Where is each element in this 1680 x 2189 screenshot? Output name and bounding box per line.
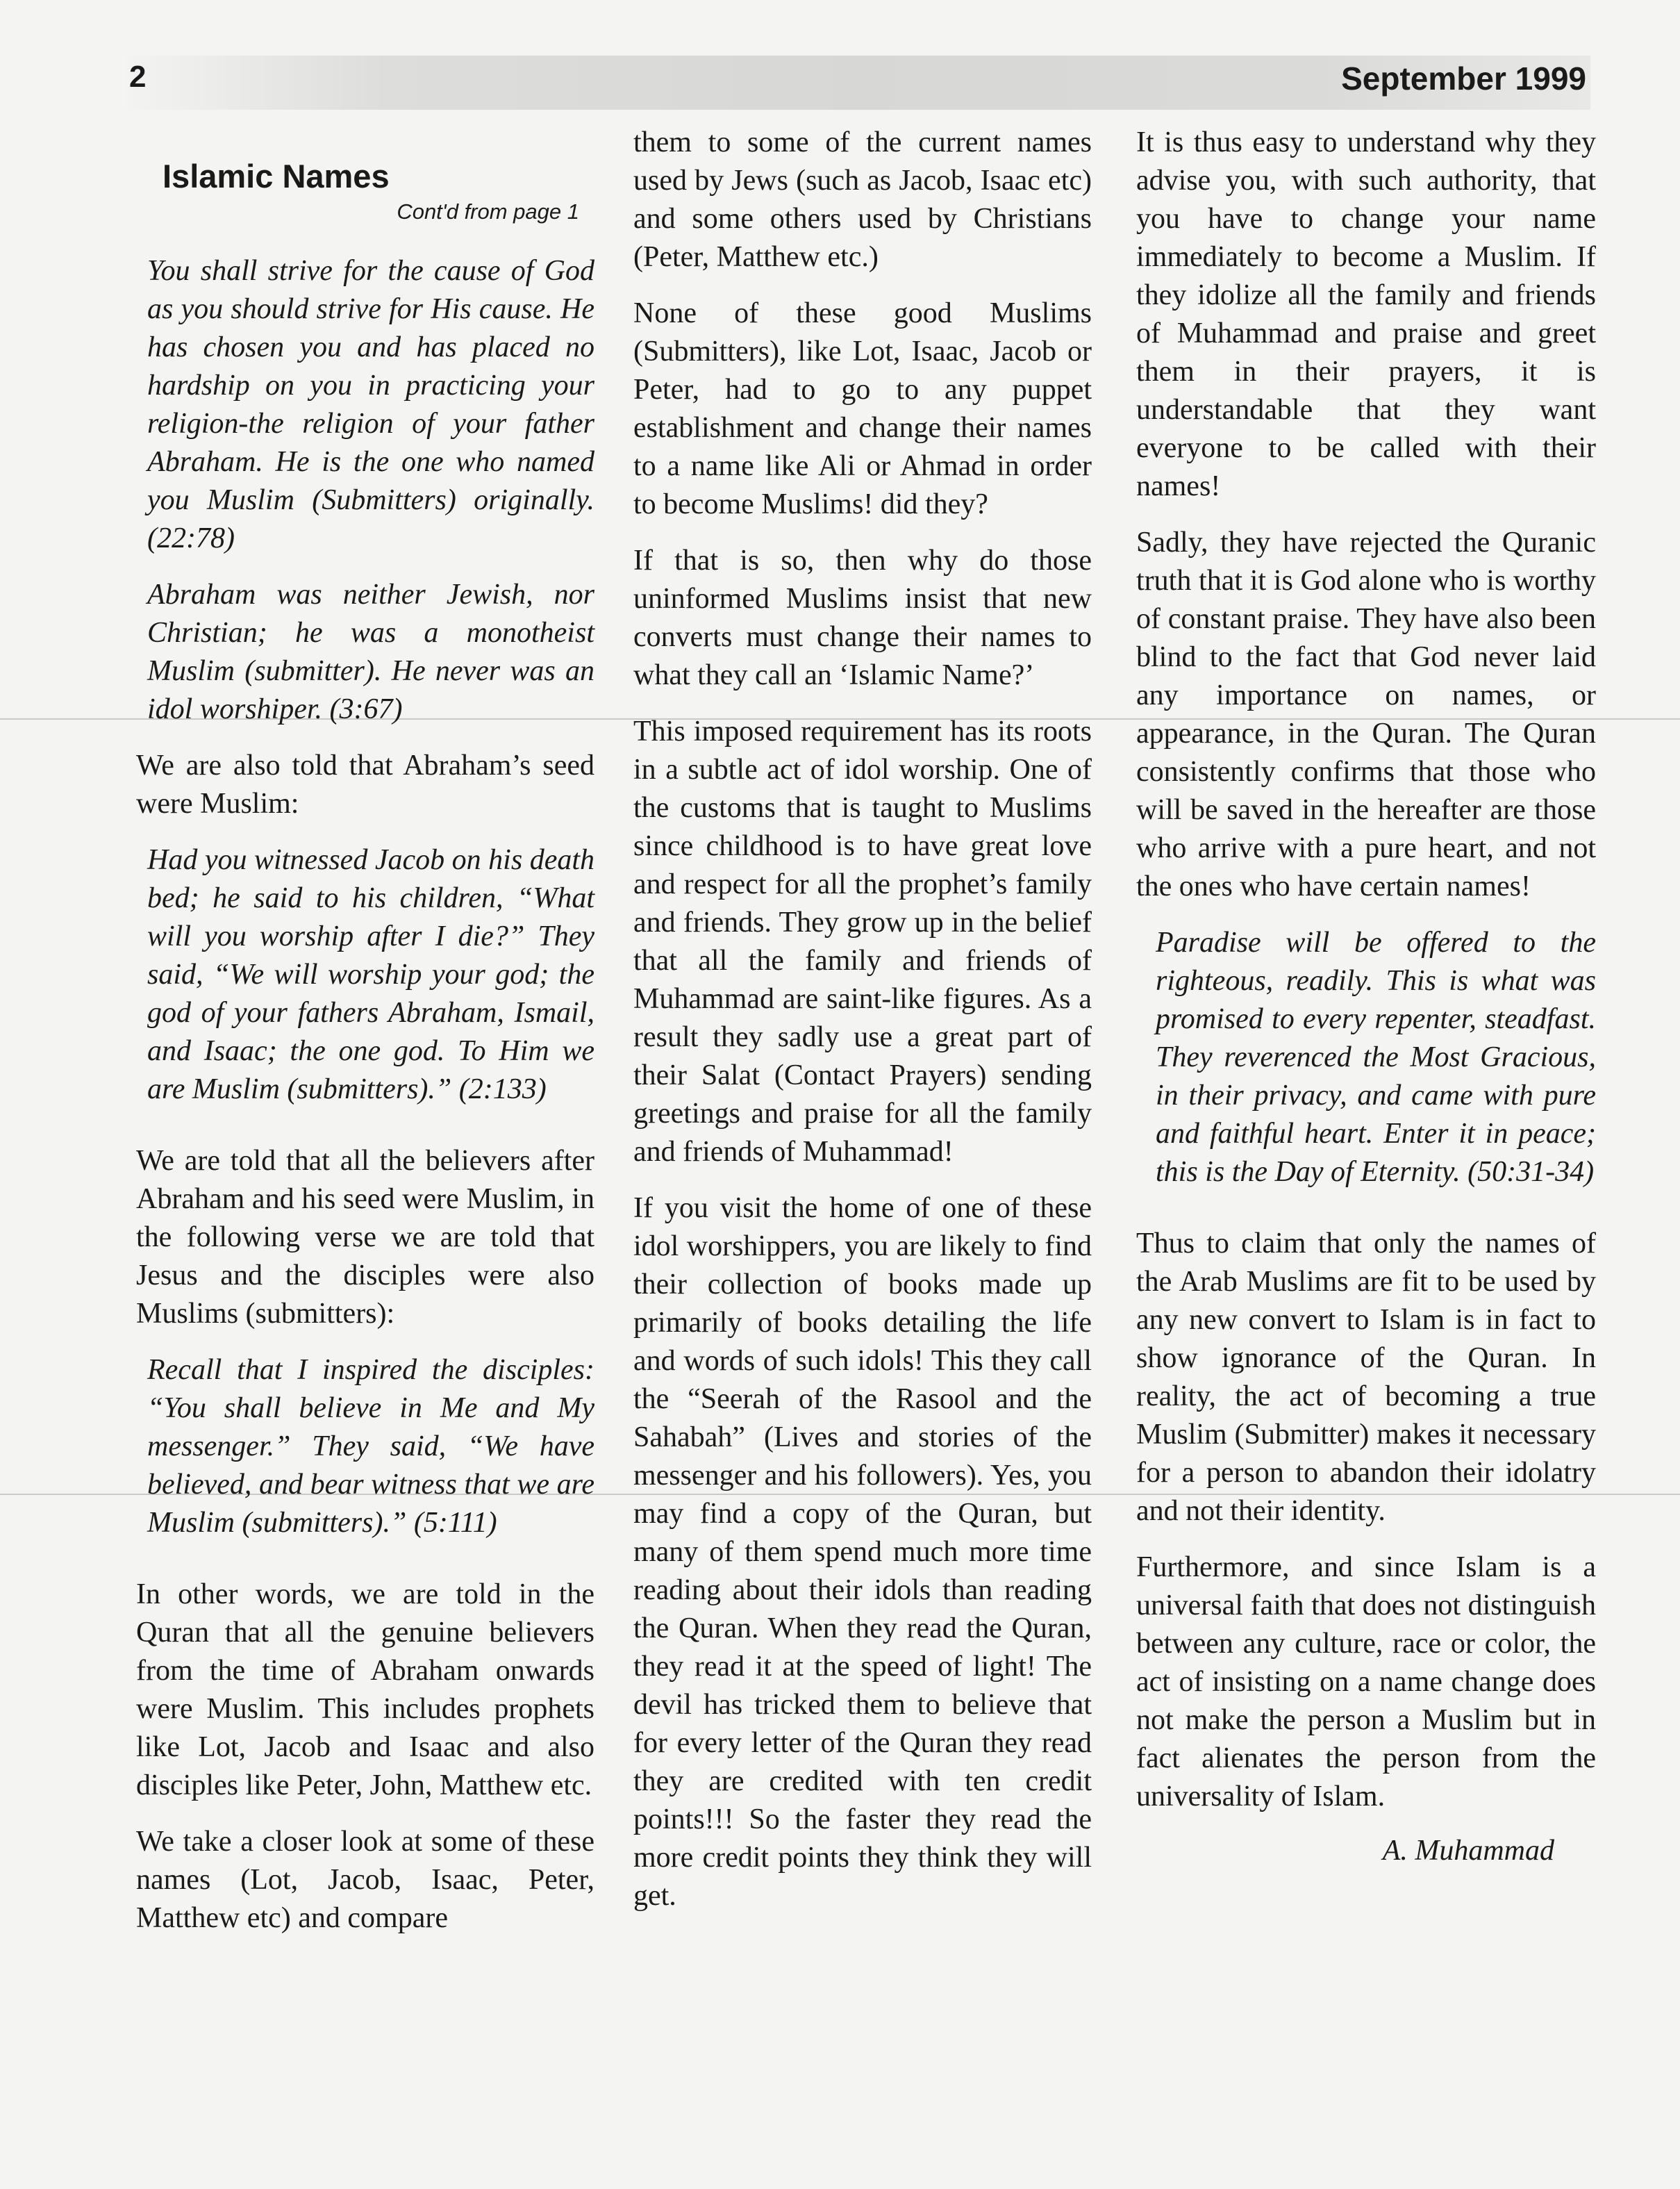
paragraph: This imposed requirement has its roots in a subtle act of idol worship. One of the customs that is taught to Muslims since childhood is to have great love and respect for all the prophet’s family and friends. They grow up in the belief that all the family and friends of Muhammad are saint-like figures. As a result they sadly use a great part of their Salat (Contact Prayers) sending greetings and praise for all the family and friends of Muhammad!	[633, 716, 1092, 1168]
paragraph: If you visit the home of one of these idol worshippers, you are likely to find their collection of books made up primarily of books detailing the life and words of such idols! This they call the “Seerah of the Rasool and the Sahabah” (Lives and stories of the messenger and his followers). Yes, you may find a copy of the Quran, but many of them spend much more time reading about their idols than reading the Quran. When they read the Quran, they read it at the speed of light! The devil has tricked them to believe that for every letter of the Quran they read they are credited with ten credit points!!! So the faster they read the more credit points they think they will get.	[633, 1192, 1092, 1912]
continued-note: Cont'd from page 1	[397, 199, 579, 224]
paragraph: them to some of the current names used by Jews (such as Jacob, Isaac etc) and some others used by Christians (Peter, Matthew etc.)	[633, 126, 1092, 273]
quote-22-78: You shall strive for the cause of God as you should strive for His cause. He has chosen you and has placed no hardship on you in practicing your religion-the religion of your father Abraham. He is the one who named you Muslim (Submitters) originally. (22:78)	[147, 255, 594, 554]
paragraph: If that is so, then why do those uninformed Muslims insist that new converts must change their names to what they call an ‘Islamic Name?’	[633, 545, 1092, 691]
column-2	[633, 124, 1092, 1933]
paragraph: None of these good Muslims (Submitters), like Lot, Isaac, Jacob or Peter, had to go to any puppet establishment and change their names to a name like Ali or Ahmad in order to become Muslims! did they?	[633, 297, 1092, 520]
quote-50-31-34: Paradise will be offered to the righteous, readily. This is what was promised to every repenter, steadfast. They reverenced the Most Gracious, in their privacy, and came with pure and faithful heart. Enter it in peace; this is the Day of Eternity. (50:31-34)	[1156, 927, 1596, 1188]
article-title: Islamic Names	[163, 158, 390, 195]
paragraph: Thus to claim that only the names of the Arab Muslims are fit to be used by any new convert to Islam is in fact to show ignorance of the Quran. In reality, the act of becoming a true Muslim (Submitter) makes it necessary for a person to abandon their idolatry and not their identity.	[1136, 1228, 1596, 1527]
article-author: A. Muhammad	[1382, 1835, 1554, 1867]
paragraph: In other words, we are told in the Quran that all the genuine believers from the time of Abraham onwards were Muslim. This includes prophets like Lot, Jacob and Isaac and also disciples like Peter, John, Matthew etc.	[136, 1578, 594, 1801]
quote-2-133: Had you witnessed Jacob on his death bed; he said to his children, “What will you worship after I die?” They said, “We will worship your god; the god of your fathers Abraham, Ismail, and Isaac; the one god. To Him we are Muslim (submitters).” (2:133)	[147, 844, 594, 1105]
paragraph: It is thus easy to understand why they advise you, with such authority, that you have to change your name immediately to become a Muslim. If they idolize all the family and friends of Muhammad and praise and greet them in their prayers, it is understandable that they want everyone to be called with their names!	[1136, 126, 1596, 502]
quote-5-111: Recall that I inspired the disciples: “You shall believe in Me and My messenger.” They said, “We have believed, and bear witness that we are Muslim (submitters).” (5:111)	[147, 1354, 594, 1539]
paragraph: Furthermore, and since Islam is a universal faith that does not distinguish between any culture, race or color, the act of insisting on a name change does not make the person a Muslim but in fact alienates the person from the universality of Islam.	[1136, 1551, 1596, 1812]
column-3	[1136, 124, 1596, 1867]
paragraph: Sadly, they have rejected the Quranic truth that it is God alone who is worthy of constant praise. They have also been blind to the fact that God never laid any importance on names, or appearance, in the Quran. The Quran consistently confirms that those who will be saved in the hereafter are those who arrive with a pure heart, and not the ones who have certain names!	[1136, 527, 1596, 902]
column-1	[136, 124, 594, 1956]
quote-3-67: Abraham was neither Jewish, nor Christian; he was a monotheist Muslim (submitter). He never was an idol worshiper. (3:67)	[147, 579, 594, 725]
paragraph: We take a closer look at some of these names (Lot, Jacob, Isaac, Peter, Matthew etc) and compare	[136, 1826, 594, 1934]
paragraph: We are told that all the believers after Abraham and his seed were Muslim, in the following verse we are told that Jesus and the disciples were also Muslims (submitters):	[136, 1145, 594, 1330]
paragraph: We are also told that Abraham’s seed were Muslim:	[136, 750, 594, 820]
issue-date: September 1999	[1341, 60, 1586, 97]
page-number: 2	[129, 60, 147, 94]
